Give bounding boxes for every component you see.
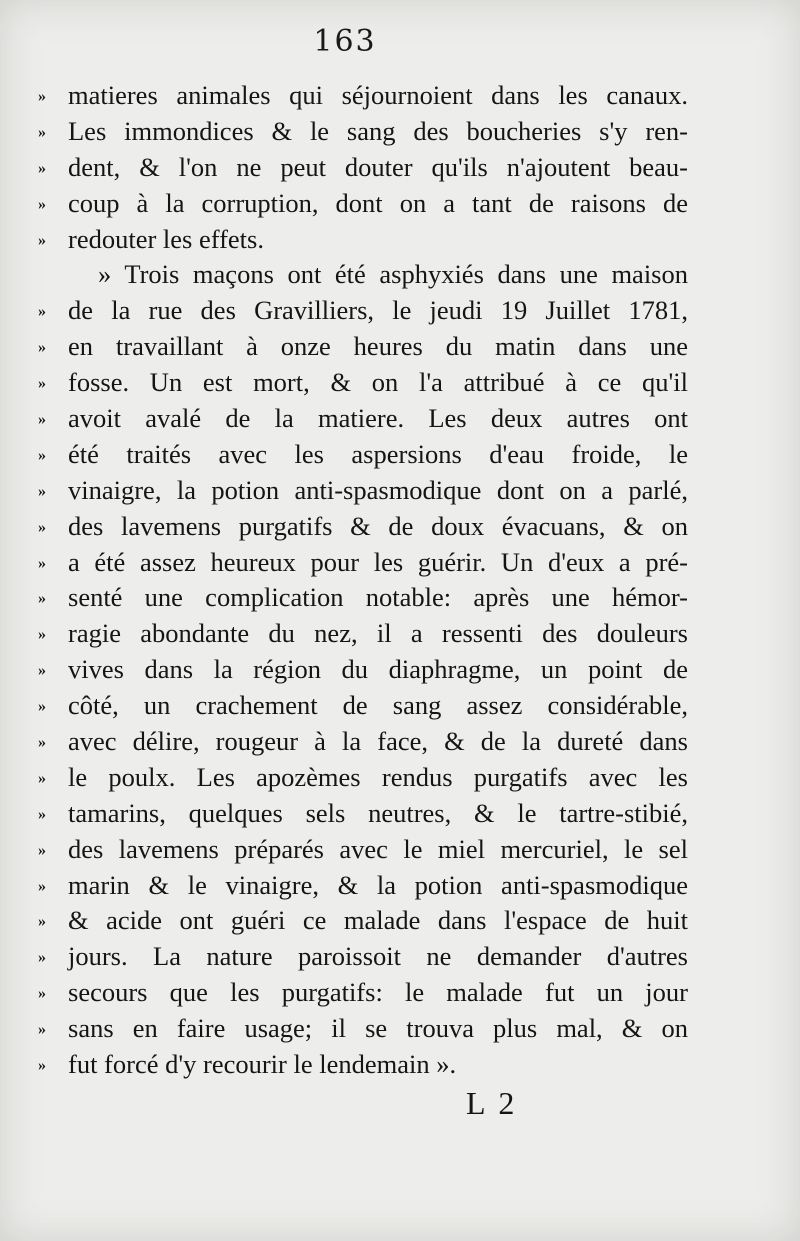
text-line [38, 724, 688, 760]
text-line [38, 903, 688, 939]
text-line [38, 868, 688, 904]
line-text: ragie abondante du nez, il a ressenti des douleurs [68, 618, 688, 649]
quote-marker: » [38, 1057, 46, 1075]
quote-marker: » [38, 985, 46, 1003]
page-number: 163 [313, 24, 377, 59]
text-line [38, 975, 688, 1011]
paragraph-start-text: » Trois maçons ont été asphyxiés dans une maison [98, 259, 688, 290]
line-text: redouter les effets. [68, 223, 264, 254]
text-line [38, 580, 688, 616]
line-text: de la rue des Gravilliers, le jeudi 19 Juillet 1781, [68, 295, 688, 326]
line-text: Les immondices & le sang des boucheries s'y ren- [68, 115, 688, 146]
quote-marker: » [38, 841, 46, 859]
line-text: & acide ont guéri ce malade dans l'espace de huit [68, 905, 688, 936]
quote-marker: » [38, 159, 46, 177]
line-text: avec délire, rougeur à la face, & de la dureté dans [68, 726, 688, 757]
line-text: a été assez heureux pour les guérir. Un d'eux a pré- [68, 546, 688, 577]
quote-marker: » [38, 88, 46, 105]
text-line [38, 437, 688, 473]
quote-marker: » [38, 734, 46, 752]
line-text: vives dans la région du diaphragme, un point de [68, 654, 688, 685]
line-text: fut forcé d'y recourir le lendemain ». [68, 1049, 457, 1080]
quote-marker: » [38, 518, 46, 536]
text-line [38, 114, 688, 150]
line-text: dent, & l'on ne peut douter qu'ils n'ajoutent beau- [68, 151, 688, 182]
body-text [38, 78, 688, 1083]
text-line [38, 365, 688, 401]
text-line [38, 939, 688, 975]
text-line [38, 222, 658, 258]
quote-marker: » [38, 231, 46, 249]
line-text: tamarins, quelques sels neutres, & le tartre-stibié, [68, 797, 688, 828]
quote-marker: » [38, 769, 46, 787]
text-line [38, 1011, 688, 1047]
quote-marker: » [38, 375, 46, 393]
line-text: vinaigre, la potion anti-spasmodique dont on a parlé, [68, 474, 688, 505]
quote-marker: » [38, 554, 46, 572]
quote-marker: » [38, 662, 46, 680]
line-text: en travaillant à onze heures du matin dans une [68, 331, 688, 362]
line-text: des lavemens purgatifs & de doux évacuans, & on [68, 510, 688, 541]
line-text: sans en faire usage; il se trouva plus mal, & on [68, 1013, 688, 1044]
text-line [38, 652, 688, 688]
text-line [38, 796, 688, 832]
line-text: côté, un crachement de sang assez considérable, [68, 690, 688, 721]
quote-marker: » [38, 446, 46, 464]
text-line [38, 150, 688, 186]
text-line [38, 293, 688, 329]
line-text: marin & le vinaigre, & la potion anti-spasmodique [68, 869, 688, 900]
quote-marker: » [38, 626, 46, 644]
quote-marker: » [38, 411, 46, 429]
quote-marker: » [38, 303, 46, 321]
line-text: coup à la corruption, dont on a tant de raisons de [68, 187, 688, 218]
quote-marker: » [38, 698, 46, 716]
text-line [38, 832, 688, 868]
quote-marker: » [38, 123, 46, 141]
quote-marker: » [38, 805, 46, 823]
text-line [38, 1047, 658, 1083]
line-text: jours. La nature paroissoit ne demander d'autres [68, 941, 688, 972]
text-line [38, 616, 688, 652]
text-line [38, 473, 688, 509]
quote-marker: » [38, 482, 46, 500]
text-line [38, 545, 688, 581]
line-text: des lavemens préparés avec le miel mercuriel, le sel [68, 833, 688, 864]
text-line [38, 760, 688, 796]
text-line [38, 257, 688, 293]
line-text: le poulx. Les apozèmes rendus purgatifs avec les [68, 761, 688, 792]
text-line [38, 329, 688, 365]
quote-marker: » [38, 877, 46, 895]
line-text: senté une complication notable: après une hémor- [68, 582, 688, 613]
signature-mark: L 2 [466, 1085, 518, 1121]
line-text: avoit avalé de la matiere. Les deux autres ont [68, 403, 688, 434]
quote-marker: » [38, 913, 46, 931]
quote-marker: » [38, 590, 46, 608]
text-line [38, 688, 688, 724]
quote-marker: » [38, 339, 46, 357]
text-line [38, 186, 688, 222]
line-text: secours que les purgatifs: le malade fut un jour [68, 977, 688, 1008]
quote-marker: » [38, 195, 46, 213]
line-text: matieres animales qui séjournoient dans les canaux. [68, 80, 688, 110]
quote-marker: » [38, 1021, 46, 1039]
text-line [38, 401, 688, 437]
line-text: fosse. Un est mort, & on l'a attribué à ce qu'il [68, 367, 688, 398]
text-line [38, 509, 688, 545]
text-line [38, 78, 688, 114]
quote-marker: » [38, 949, 46, 967]
line-text: été traités avec les aspersions d'eau froide, le [68, 438, 688, 469]
